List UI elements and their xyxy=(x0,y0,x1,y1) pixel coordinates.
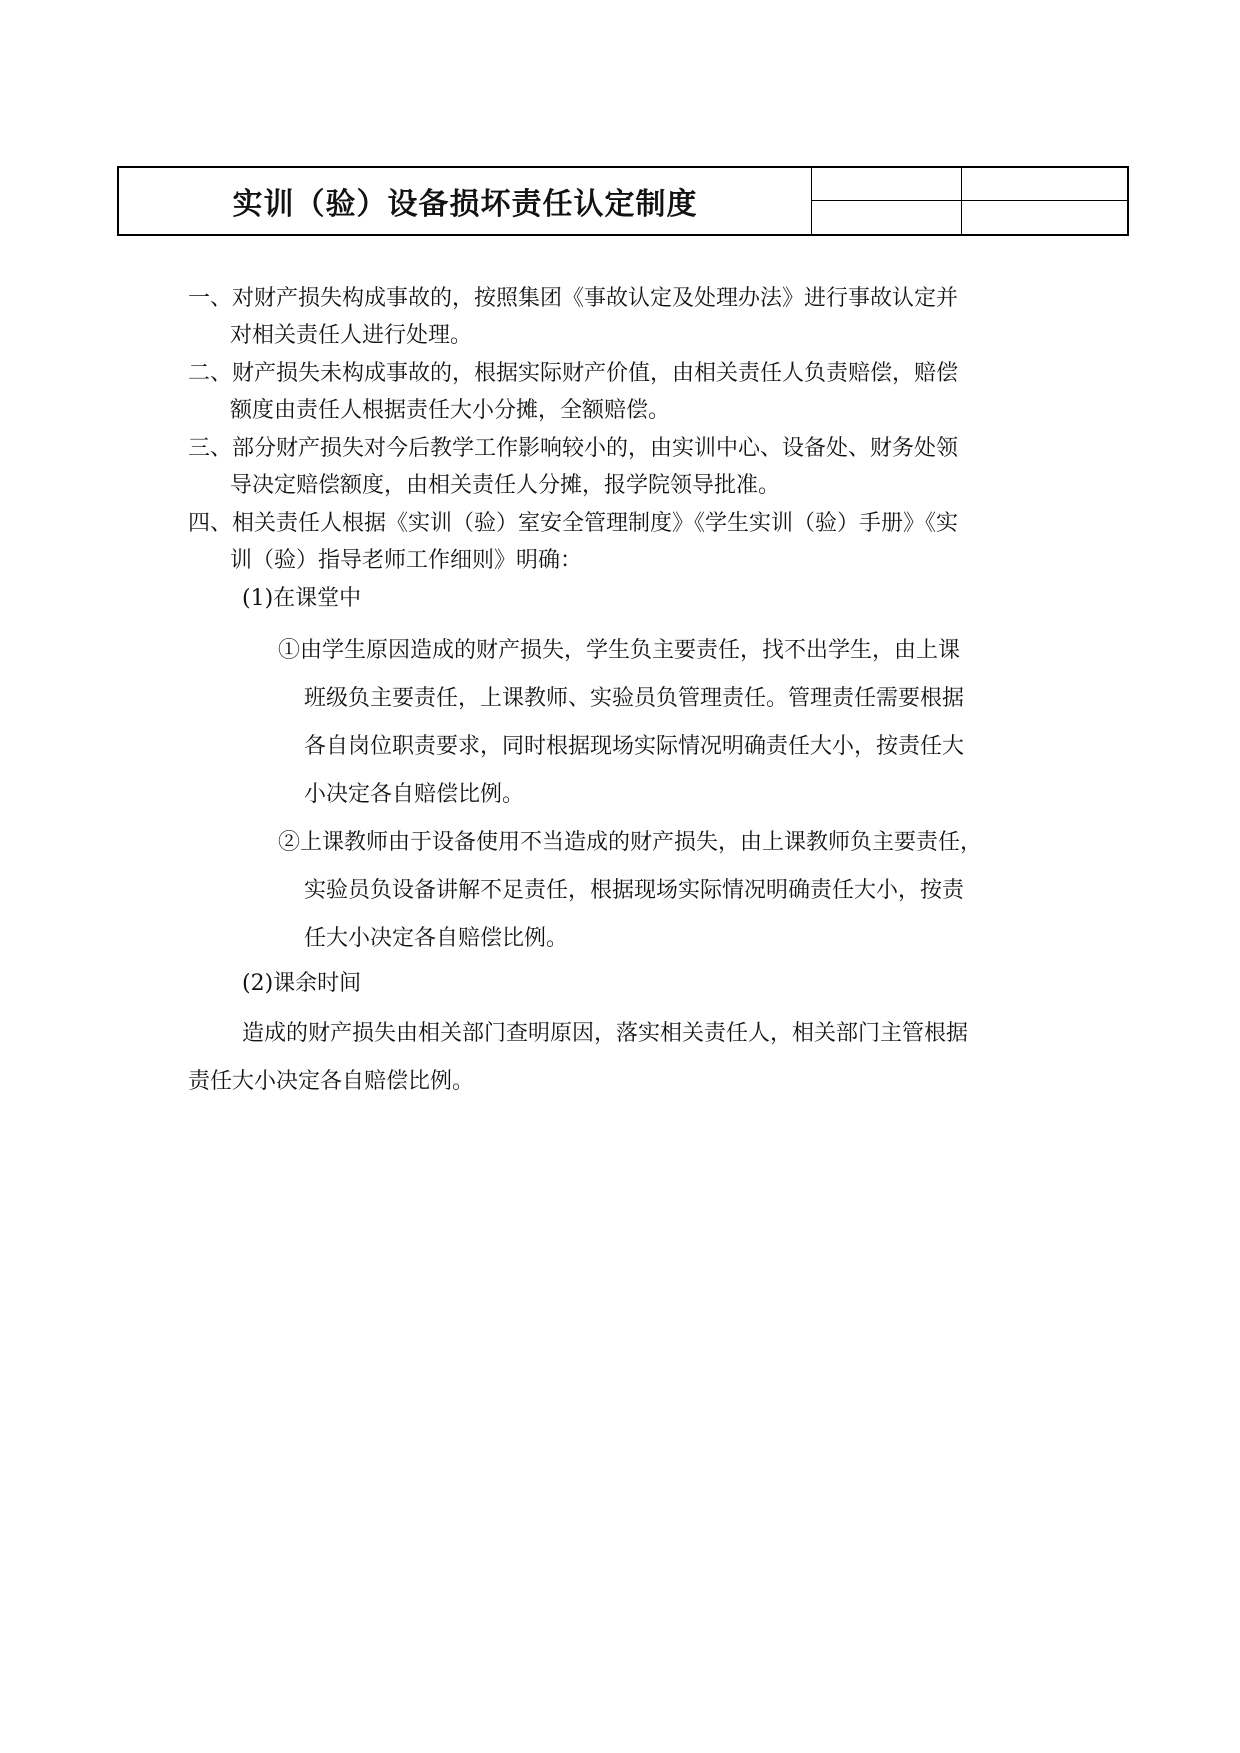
item-text: 任大小决定各自赔偿比例。 xyxy=(304,926,569,951)
header-meta-cell xyxy=(962,201,1127,234)
item-text: ②上课教师由于设备使用不当造成的财产损失，由上课教师负主要责任， xyxy=(278,830,983,855)
clause-text-continued: 额度由责任人根据责任大小分摊，全额赔偿。 xyxy=(230,398,671,423)
after-class-heading: (2)课余时间 xyxy=(242,971,362,996)
clause-2 xyxy=(188,355,1058,429)
paragraph-text: 造成的财产损失由相关部门查明原因，落实相关责任人，相关部门主管根据 xyxy=(242,1021,969,1046)
paragraph-text: 责任大小决定各自赔偿比例。 xyxy=(188,1069,475,1094)
clause-text: 四、相关责任人根据《实训（验）室安全管理制度》《学生实训（验）手册》《实 xyxy=(188,511,959,536)
clause-text: 三、部分财产损失对今后教学工作影响较小的，由实训中心、设备处、财务处领 xyxy=(188,436,959,461)
item-text: ①由学生原因造成的财产损失，学生负主要责任，找不出学生，由上课 xyxy=(278,638,961,663)
item-text: 实验员负设备讲解不足责任，根据现场实际情况明确责任大小，按责 xyxy=(304,878,965,903)
in-class-item-2 xyxy=(278,819,1058,963)
item-text: 各自岗位职责要求，同时根据现场实际情况明确责任大小，按责任大 xyxy=(304,734,965,759)
in-class-item-1 xyxy=(278,627,1058,819)
header-meta-grid xyxy=(812,168,1127,234)
clause-text: 一、对财产损失构成事故的，按照集团《事故认定及处理办法》进行事故认定并 xyxy=(188,286,959,311)
item-text: 班级负主要责任，上课教师、实验员负管理责任。管理责任需要根据 xyxy=(304,686,965,711)
clause-1 xyxy=(188,280,1058,354)
header-meta-cell xyxy=(962,168,1127,201)
header-meta-cell xyxy=(812,168,962,201)
clause-text-continued: 对相关责任人进行处理。 xyxy=(230,323,473,348)
item-text: 小决定各自赔偿比例。 xyxy=(304,782,525,807)
in-class-heading: (1)在课堂中 xyxy=(242,586,362,611)
header-meta-cell xyxy=(812,201,962,234)
clause-text: 二、财产损失未构成事故的，根据实际财产价值，由相关责任人负责赔偿，赔偿 xyxy=(188,361,959,386)
clause-4 xyxy=(188,505,1058,579)
clause-text-continued: 导决定赔偿额度，由相关责任人分摊，报学院领导批准。 xyxy=(230,473,781,498)
document-title: 实训（验）设备损坏责任认定制度 xyxy=(119,168,812,234)
after-class-paragraph xyxy=(188,1010,1058,1106)
document-header-table xyxy=(117,166,1129,236)
clause-text-continued: 训（验）指导老师工作细则》明确： xyxy=(230,548,583,573)
clause-3 xyxy=(188,430,1058,504)
document-body xyxy=(188,280,1058,1106)
